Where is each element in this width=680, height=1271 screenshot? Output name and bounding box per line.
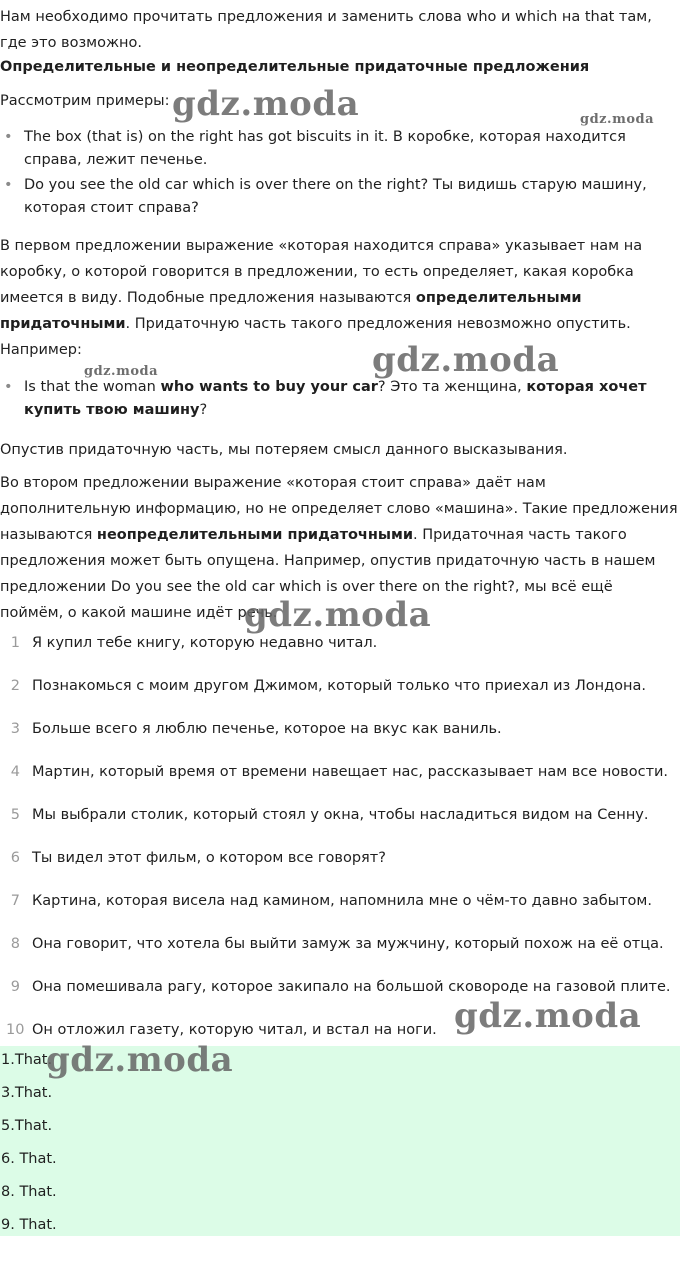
- list-item: [0, 174, 678, 220]
- sentence-text: Больше всего я люблю печенье, которое на вкус как ваниль.: [32, 721, 502, 737]
- sentence-text: Ты видел этот фильм, о котором все говорят?: [32, 850, 386, 866]
- watermark: gdz.moda: [46, 1040, 234, 1080]
- paragraph-text: . Придаточная часть такого предложения может быть опущена. Например, опустив придаточную часть в нашем предложении Do you see the old car which is over there on the right?, мы всё ещё поймём, о какой машине идёт речь.: [0, 527, 656, 621]
- list-item: [0, 376, 678, 422]
- intro-text: Нам необходимо прочитать предложения и заменить слова who и which на that там, где это возможно.: [0, 9, 652, 51]
- answer-line: 5.That.: [1, 1118, 53, 1134]
- sentence-text: Мартин, который время от времени навещает нас, рассказывает нам все новости.: [32, 764, 669, 780]
- example-text: [24, 376, 678, 422]
- bullet-icon: •: [4, 177, 13, 193]
- bullet-icon: •: [4, 129, 13, 145]
- paragraph-text: Во втором предложении выражение «которая стоит справа» даёт нам дополнительную информацию, но не определяет слово «машина». Такие предложения называются: [0, 475, 678, 543]
- example-text: Do you see the old car which is over there on the right? Ты видишь старую машину, которая стоит справа?: [24, 177, 647, 216]
- sentence-number: 7: [10, 893, 20, 909]
- answer-line: 8. That.: [1, 1184, 57, 1200]
- example-part: ?: [199, 402, 208, 418]
- examples-label: Рассмотрим примеры:: [0, 93, 170, 109]
- term-defining: определительными придаточными: [0, 290, 582, 332]
- sentence-number: 3: [10, 721, 20, 737]
- paragraph-text: В первом предложении выражение «которая находится справа» указывает нам на коробку, о которой говорится в предложении, то есть определяет, какая коробка имеется в виду. Подобные предложения называются: [0, 238, 643, 306]
- sentence-number: 2: [10, 678, 20, 694]
- list-item: [0, 126, 678, 172]
- watermark: gdz.moda: [580, 112, 655, 127]
- sentence-text: Картина, которая висела над камином, напомнила мне о чём-то давно забытом.: [32, 893, 652, 909]
- paragraph-defining: [0, 233, 678, 363]
- watermark: gdz.moda: [244, 595, 432, 635]
- watermark: gdz.moda: [84, 364, 159, 379]
- sentence-number: 1: [10, 635, 20, 651]
- bullet-icon: •: [4, 379, 13, 395]
- sentence-number: 8: [10, 936, 20, 952]
- term-nondefining: неопределительными придаточными: [96, 527, 414, 543]
- sentence-number: 10: [6, 1022, 25, 1038]
- sentence-text: Он отложил газету, которую читал, и встал на ноги.: [32, 1022, 437, 1038]
- watermark: gdz.moda: [172, 84, 360, 124]
- answer-line: 9. That.: [1, 1217, 57, 1233]
- sentence-text: Я купил тебе книгу, которую недавно читал.: [32, 635, 378, 651]
- paragraph-meaning: Опустив придаточную часть, мы потеряем смысл данного высказывания.: [0, 442, 568, 458]
- paragraph-text: . Придаточную часть такого предложения невозможно опустить. Например:: [0, 316, 631, 358]
- example-part: Is that the woman: [24, 379, 161, 395]
- sentence-text: Она говорит, что хотела бы выйти замуж за мужчину, который похож на её отца.: [32, 936, 664, 952]
- example-bold: которая хочет купить твою машину: [24, 379, 647, 418]
- example-part: ? Это та женщина,: [377, 379, 527, 395]
- answer-line: 3.That.: [1, 1085, 53, 1101]
- example-bold: who wants to buy your car: [160, 379, 378, 395]
- sentence-text: Познакомься с моим другом Джимом, который только что приехал из Лондона.: [32, 678, 646, 694]
- example-text: The box (that is) on the right has got biscuits in it. В коробке, которая находится справа, лежит печенье.: [24, 129, 626, 168]
- sentence-number: 4: [10, 764, 20, 780]
- sentence-number: 9: [10, 979, 20, 995]
- sentence-number: 6: [10, 850, 20, 866]
- sentence-text: Она помешивала рагу, которое закипало на большой сковороде на газовой плите.: [32, 979, 671, 995]
- section-heading: Определительные и неопределительные придаточные предложения: [0, 59, 590, 75]
- watermark: gdz.moda: [372, 340, 560, 380]
- sentence-text: Мы выбрали столик, который стоял у окна, чтобы насладиться видом на Сенну.: [32, 807, 649, 823]
- answer-line: 6. That.: [1, 1151, 57, 1167]
- answer-line: 1.That.: [1, 1052, 53, 1068]
- watermark: gdz.moda: [454, 996, 642, 1036]
- sentence-number: 5: [10, 807, 20, 823]
